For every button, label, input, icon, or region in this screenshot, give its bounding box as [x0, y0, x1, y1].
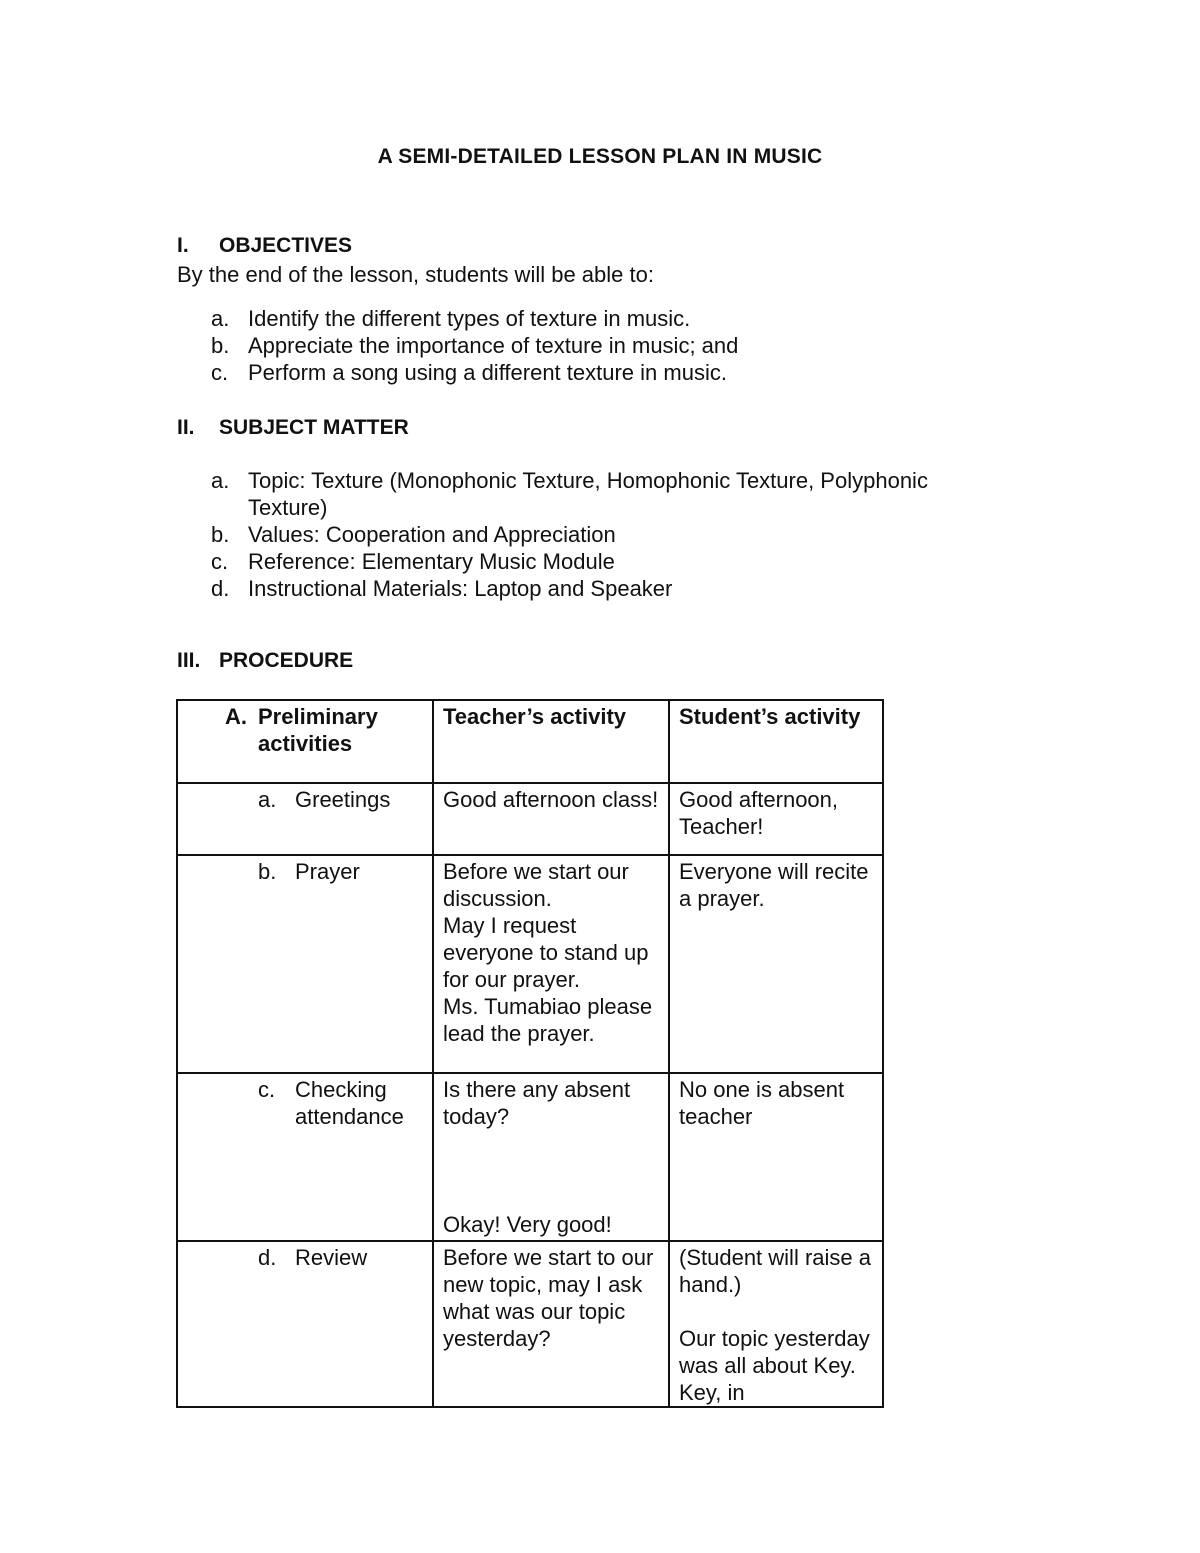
teacher-text: Is there any absent today?: [443, 1077, 631, 1129]
teacher-cell: [433, 1073, 669, 1241]
section-number: II.: [177, 416, 195, 439]
student-text: Good afternoon, Teacher!: [679, 787, 839, 839]
step-label: Greetings: [295, 787, 391, 812]
page-title: A SEMI-DETAILED LESSON PLAN IN MUSIC: [377, 145, 823, 168]
list-marker: b.: [211, 522, 230, 547]
section-title: PROCEDURE: [219, 649, 354, 672]
list-text: Reference: Elementary Music Module: [248, 549, 615, 574]
step-cell: [177, 783, 433, 855]
header-cell-student: Student’s activity: [669, 700, 883, 783]
step-label: Checking attendance: [295, 1077, 404, 1129]
list-marker: a.: [211, 306, 230, 331]
teacher-cell: [433, 783, 669, 855]
student-cell: [669, 1073, 883, 1241]
objectives-heading: [177, 232, 352, 259]
step-cell: [177, 855, 433, 1073]
section-number: III.: [177, 649, 201, 672]
step-marker: b.: [258, 859, 277, 884]
teacher-text: Ms. Tumabiao please lead the prayer.: [443, 994, 653, 1046]
header-marker: A.: [225, 704, 247, 729]
step-marker: d.: [258, 1245, 277, 1270]
list-item: [211, 359, 1011, 386]
section-title: SUBJECT MATTER: [219, 416, 409, 439]
step-cell: [177, 1241, 433, 1407]
list-marker: a.: [211, 468, 230, 493]
list-item: [211, 575, 1001, 602]
header-cell-teacher: Teacher’s activity: [433, 700, 669, 783]
table-row: [177, 1073, 883, 1241]
teacher-cell: [433, 855, 669, 1073]
procedure-heading: [177, 647, 353, 674]
objectives-list: [211, 305, 1011, 386]
teacher-text: Okay! Very good!: [443, 1212, 612, 1237]
list-text: Values: Cooperation and Appreciation: [248, 522, 616, 547]
student-text: Everyone will recite a prayer.: [679, 859, 869, 911]
table-header-row: [177, 700, 883, 783]
list-item: [211, 521, 1001, 548]
student-text: (Student will raise a hand.): [679, 1245, 871, 1297]
section-title: OBJECTIVES: [219, 234, 353, 257]
step-cell: [177, 1073, 433, 1241]
list-marker: c.: [211, 360, 229, 385]
teacher-text: May I request everyone to stand up for our prayer.: [443, 913, 649, 992]
teacher-cell: [433, 1241, 669, 1407]
objectives-intro: By the end of the lesson, students will be able to:: [177, 262, 654, 287]
list-item: [211, 332, 1011, 359]
step-marker: a.: [258, 787, 277, 812]
student-cell: [669, 1241, 883, 1407]
list-text: Instructional Materials: Laptop and Speaker: [248, 576, 673, 601]
list-marker: d.: [211, 576, 230, 601]
list-text: Topic: Texture (Monophonic Texture, Homophonic Texture, Polyphonic Texture): [248, 468, 928, 520]
step-label: Prayer: [295, 859, 360, 884]
teacher-text: Before we start to our new topic, may I ask what was our topic yesterday?: [443, 1245, 654, 1351]
section-number: I.: [177, 234, 189, 257]
teacher-text: Good afternoon class!: [443, 787, 659, 812]
step-label: Review: [295, 1245, 368, 1270]
subject-matter-list: [211, 467, 1001, 602]
list-item: [211, 305, 1011, 332]
subject-matter-heading: [177, 414, 409, 441]
student-text: No one is absent teacher: [679, 1077, 845, 1129]
student-cell: [669, 783, 883, 855]
student-text: Our topic yesterday was all about Key. Key, in: [679, 1326, 870, 1405]
table-row: [177, 855, 883, 1073]
list-marker: b.: [211, 333, 230, 358]
table-row: [177, 783, 883, 855]
list-item: [211, 467, 1001, 521]
teacher-text: Before we start our discussion.: [443, 859, 629, 911]
list-marker: c.: [211, 549, 229, 574]
procedure-table: [176, 699, 884, 1408]
student-cell: [669, 855, 883, 1073]
list-text: Identify the different types of texture in music.: [248, 306, 691, 331]
list-text: Perform a song using a different texture in music.: [248, 360, 727, 385]
table-row: [177, 1241, 883, 1407]
list-text: Appreciate the importance of texture in music; and: [248, 333, 739, 358]
header-cell-preliminary: [177, 700, 433, 783]
list-item: [211, 548, 1001, 575]
step-marker: c.: [258, 1077, 276, 1102]
header-label: Preliminary activities: [258, 704, 378, 756]
